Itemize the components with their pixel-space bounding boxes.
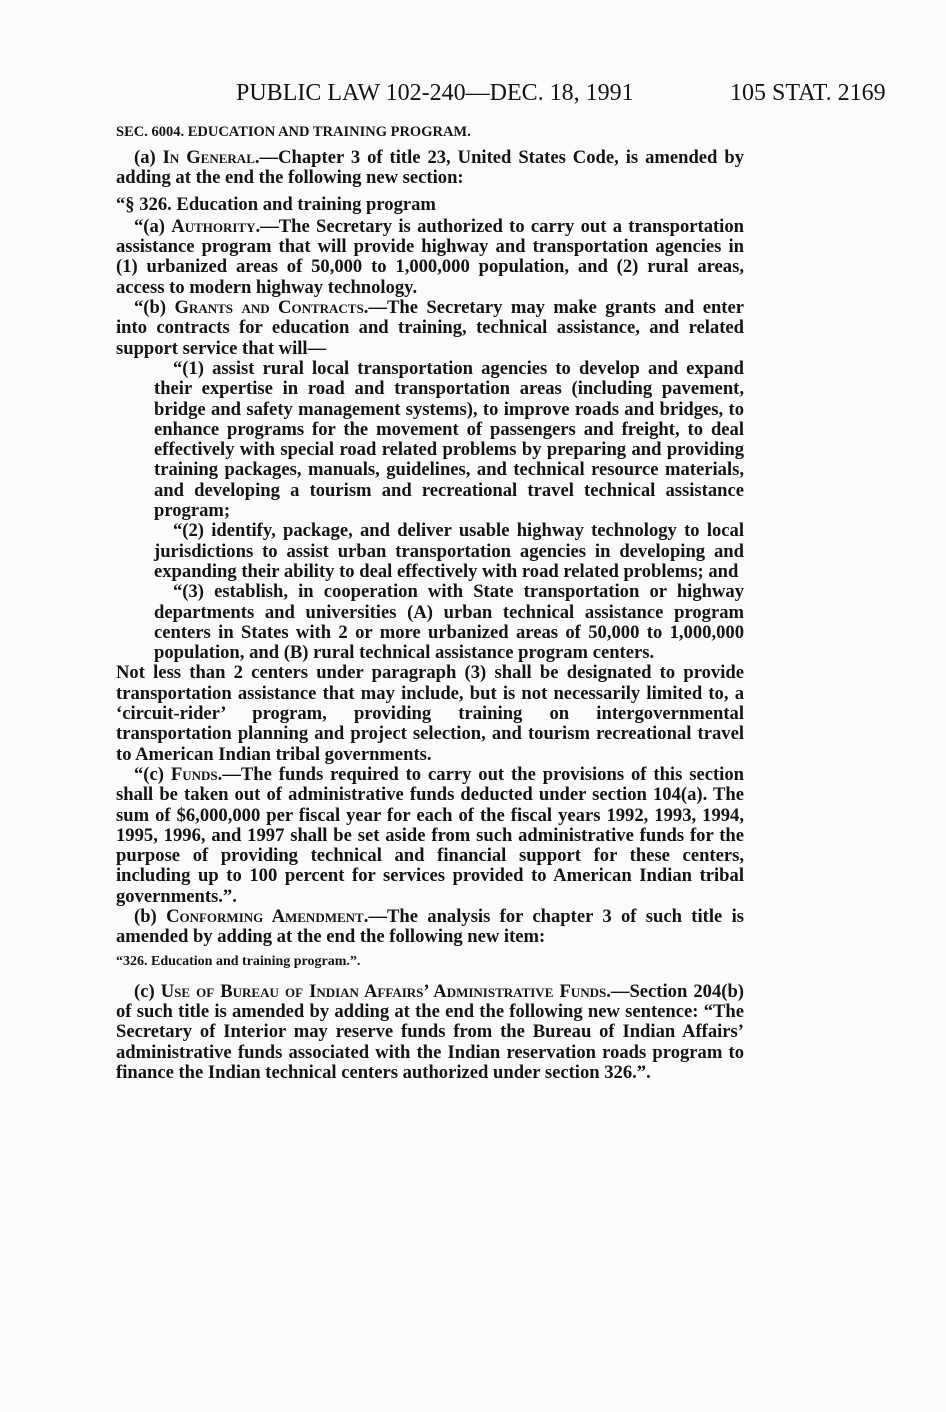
subsection-b [116, 298, 744, 359]
subsection-a-caption: Authority [171, 215, 256, 237]
paragraph-b [116, 907, 744, 948]
paragraph-c-prefix: (c) [134, 980, 161, 1002]
paragraph-a-text: .—Chapter 3 of title 23, United States Code, is amended by adding at the end the following new section: [116, 147, 744, 189]
section-heading: SEC. 6004. EDUCATION AND TRAINING PROGRAM. [116, 124, 471, 140]
subsection-a-prefix: “(a) [134, 215, 172, 237]
subsection-c-caption: Funds [170, 763, 218, 785]
subsection-c-text: .—The funds required to carry out the provisions of this section shall be taken out of administrative funds deducted under section 104(a). The sum of $6,000,000 per fiscal year for each of the fiscal years 1992, 1993, 1994, 1995, 1996, and 1997 shall be set aside from such administrative funds for the purpose of providing technical and financial support for these centers, including up to 100 percent for services provided to American Indian tribal governments.”. [116, 763, 744, 907]
subsection-a-text: .—The Secretary is authorized to carry out a transportation assistance program that will provide highway and transportation agencies in (1) urbanized areas of 50,000 to 1,000,000 population, and (2) rural areas, access to modern highway technology. [116, 215, 744, 298]
subsection-b-prefix: “(b) [134, 297, 175, 319]
paragraph-c-caption: Use of Bureau of Indian Affairs’ Administrative Funds [160, 980, 607, 1002]
subsection-b-caption: Grants and Contracts [174, 297, 364, 319]
analysis-item-line: “326. Education and training program.”. [116, 953, 361, 969]
paragraph-a-caption: In General [162, 147, 255, 168]
paragraph-c [116, 982, 744, 1083]
subsection-c [116, 765, 744, 907]
paragraph-a-prefix: (a) [134, 147, 163, 168]
running-header-page-number: 105 STAT. 2169 [730, 80, 886, 106]
subsection-a [116, 217, 744, 298]
new-section-title: “§ 326. Education and training program [116, 193, 436, 215]
paragraph-b-prefix: (b) [134, 905, 167, 927]
subsection-b-item: “(1) assist rural local transportation agencies to develop and expand their expertise in road and transportation areas (including pavement, bridge and safety management systems), to improve roads and bridges, to enhance programs for the movement of passengers and freight, to deal effectively with special road related problems by preparing and providing training packages, manuals, guidelines, and technical resource materials, and developing a tourism and recreational travel technical assistance program; [154, 357, 744, 522]
paragraph-b-caption: Conforming Amendment [166, 905, 364, 927]
paragraph-b-text: .—The analysis for chapter 3 of such title is amended by adding at the end the following new item: [116, 905, 744, 948]
subsection-c-prefix: “(c) [134, 763, 171, 785]
subsection-b-item: “(2) identify, package, and deliver usable highway technology to local jurisdictions to assist urban transportation agencies in developing and expanding their ability to deal effectively with road related problems; and [154, 520, 744, 582]
paragraph-a [116, 148, 744, 189]
paragraph-c-text: .—Section 204(b) of such title is amended by adding at the end the following new sentence: “The Secretary of Interior may reserve funds from the Bureau of Indian Affairs’ administrative funds associated with the Indian reservation roads program to finance the Indian technical centers authorized under section 326.”. [116, 980, 744, 1084]
subsection-b-item: “(3) establish, in cooperation with State transportation or highway departments and universities (A) urban technical assistance program centers in States with 2 or more urbanized areas of 50,000 to 1,000,000 population, and (B) rural technical assistance program centers. [154, 581, 744, 664]
running-header-title: PUBLIC LAW 102-240—DEC. 18, 1991 [236, 80, 634, 106]
centers-designation-paragraph: Not less than 2 centers under paragraph (3) shall be designated to provide transportation assistance that may include, but is not necessarily limited to, a ‘circuit-rider’ program, providing training on intergovernmental transportation planning and project selection, and tourism recreational travel to American Indian tribal governments. [116, 662, 744, 765]
document-body [116, 122, 744, 1083]
subsection-b-text: .—The Secretary may make grants and enter into contracts for education and training, technical assistance, and related support service that will— [116, 297, 745, 359]
